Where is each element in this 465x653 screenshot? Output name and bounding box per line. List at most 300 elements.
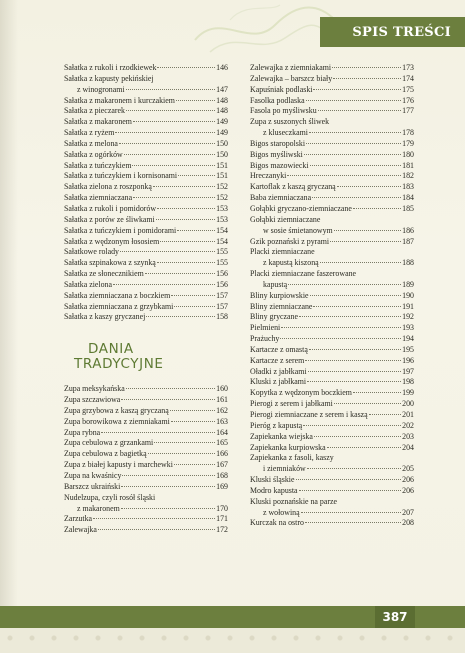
dot-leader: [288, 284, 401, 285]
toc-entry[interactable]: [64, 291, 228, 302]
toc-entry[interactable]: [250, 291, 414, 302]
toc-entry[interactable]: [250, 85, 414, 96]
toc-entry[interactable]: [250, 377, 414, 388]
toc-entry-title: i ziemniaków: [263, 464, 306, 474]
toc-entry-title: Hreczanyki: [250, 171, 287, 181]
toc-entry[interactable]: [250, 388, 414, 399]
toc-entry[interactable]: [250, 150, 414, 161]
dot-leader: [120, 251, 215, 252]
toc-entry-title: w sosie śmietanowym: [263, 225, 333, 235]
toc-entry-title: Zarzutka: [64, 514, 93, 524]
toc-entry-title: Sałatka z kaszy gryczanej: [64, 312, 146, 322]
toc-entry-page: 173: [402, 63, 414, 72]
dot-leader: [157, 208, 215, 209]
dot-leader: [156, 219, 215, 220]
toc-entry[interactable]: [250, 237, 414, 248]
toc-entry-page: 147: [216, 84, 228, 94]
toc-entry-page: 171: [216, 514, 228, 524]
toc-entry[interactable]: [250, 443, 414, 454]
toc-entry-page: 169: [216, 481, 228, 491]
toc-entry[interactable]: [64, 438, 228, 449]
toc-entry-page: 163: [216, 416, 228, 426]
dot-leader: [133, 121, 215, 122]
toc-entry-title: Bigos myśliwski: [250, 149, 303, 159]
toc-entry[interactable]: [250, 117, 414, 139]
toc-entry-title: Sałatka z pieczarek: [64, 106, 125, 116]
toc-entry-page: 153: [216, 203, 228, 213]
toc-entry[interactable]: [64, 258, 228, 269]
toc-entry-page: 196: [402, 355, 414, 365]
toc-entry-page: 150: [216, 138, 228, 148]
toc-entry-page: 204: [402, 442, 414, 452]
toc-entry-title: z wołowiną: [263, 507, 300, 517]
dot-leader: [313, 89, 401, 90]
toc-entry[interactable]: [250, 475, 414, 486]
toc-entry-page: 202: [402, 420, 414, 430]
toc-entry-title: z winogronami: [77, 84, 125, 94]
dot-leader: [145, 273, 215, 274]
dot-leader: [305, 360, 401, 361]
toc-entry[interactable]: [64, 514, 228, 525]
toc-entry-page: 180: [402, 149, 414, 159]
dot-leader: [353, 392, 401, 393]
toc-entry[interactable]: [64, 106, 228, 117]
dot-leader: [320, 262, 402, 263]
toc-entry-page: 160: [216, 384, 228, 394]
dot-leader: [124, 154, 215, 155]
dot-leader: [148, 453, 216, 454]
toc-entry-page: 167: [216, 460, 228, 470]
toc-entry[interactable]: [64, 150, 228, 161]
toc-entry-title: Kartacze z omastą: [250, 344, 308, 354]
dot-leader: [178, 175, 215, 176]
toc-entry-page: 155: [216, 247, 228, 257]
dot-leader: [101, 432, 215, 433]
toc-entry-title: Sałatka z tuńczykiem i pomidorami: [64, 225, 177, 235]
toc-entry-title: Placki ziemniaczane: [250, 247, 315, 257]
toc-entry[interactable]: [250, 345, 414, 356]
toc-entry[interactable]: [64, 428, 228, 439]
toc-entry-title: Zupa meksykańska: [64, 384, 125, 394]
dot-leader: [334, 230, 401, 231]
dot-leader: [160, 241, 215, 242]
toc-entry-title: Kluski poznańskie na parze: [250, 496, 337, 506]
toc-entry-title: Kartacze z serem: [250, 355, 305, 365]
toc-entry[interactable]: [64, 204, 228, 215]
toc-entry-page: 199: [402, 388, 414, 398]
toc-entry-page: 205: [402, 464, 414, 474]
toc-entry[interactable]: [64, 460, 228, 471]
toc-entry[interactable]: [64, 280, 228, 291]
toc-entry[interactable]: [64, 96, 228, 107]
toc-entry-page: 193: [402, 323, 414, 333]
toc-entry[interactable]: [250, 367, 414, 378]
page-gutter-shadow: [0, 0, 18, 606]
dot-leader: [369, 414, 402, 415]
toc-entry-page: 182: [402, 171, 414, 181]
page-number-box: [375, 606, 415, 628]
toc-entry-page: 157: [216, 301, 228, 311]
toc-entry[interactable]: [250, 74, 414, 85]
dot-leader: [171, 295, 215, 296]
dot-leader: [303, 425, 401, 426]
toc-right-column: [250, 63, 414, 529]
toc-entry-title: Sałatka szpinakowa z szynką: [64, 258, 156, 268]
toc-entry-page: 179: [402, 138, 414, 148]
toc-entry-title: Zupa szczawiowa: [64, 395, 121, 405]
dot-leader: [132, 165, 215, 166]
dot-leader: [280, 338, 401, 339]
toc-entry-title: Modro kapusta: [250, 485, 298, 495]
toc-entry-title: Zapiekanka kurpiowska: [250, 442, 326, 452]
toc-entry-page: 154: [216, 225, 228, 235]
toc-entry-title: Kapuśniak podlaski: [250, 84, 313, 94]
toc-entry-page: 178: [402, 128, 414, 138]
toc-entry-title: Pielmieni: [250, 323, 281, 333]
dot-leader: [337, 186, 402, 187]
toc-entry-title: Sałatka z ryżem: [64, 128, 115, 138]
dot-leader: [306, 100, 402, 101]
toc-entry-title: Zapiekanka z fasoli, kaszy: [250, 453, 334, 463]
toc-entry-title: Oładki z jabłkami: [250, 366, 307, 376]
dot-leader: [313, 306, 401, 307]
toc-entry[interactable]: [250, 334, 414, 345]
toc-entry[interactable]: [250, 486, 414, 497]
toc-entry[interactable]: [64, 237, 228, 248]
dot-leader: [157, 67, 215, 68]
toc-entry-page: 181: [402, 160, 414, 170]
toc-entry-page: 156: [216, 279, 228, 289]
toc-entry-title: Nudelzupa, czyli rosół śląski: [64, 492, 156, 502]
toc-entry-page: 184: [402, 193, 414, 203]
toc-entry-title: Gołąbki gryczano-ziemniaczane: [250, 203, 352, 213]
toc-entry[interactable]: [64, 128, 228, 139]
toc-entry-page: 185: [402, 203, 414, 213]
toc-entry-page: 165: [216, 438, 228, 448]
dot-leader: [113, 284, 215, 285]
toc-entry[interactable]: [64, 312, 228, 323]
dot-leader: [122, 475, 215, 476]
toc-entry[interactable]: [64, 482, 228, 493]
toc-entry-page: 168: [216, 471, 228, 480]
dot-leader: [296, 479, 402, 480]
toc-entry-title: Sałatka z tuńczykiem: [64, 160, 132, 170]
toc-entry[interactable]: [64, 406, 228, 417]
toc-entry-title: Zupa rybna: [64, 427, 101, 437]
toc-entry-title: Pierogi ziemniaczane z serem i kaszą: [250, 410, 368, 419]
toc-entry[interactable]: [64, 302, 228, 313]
toc-entry-title: Bliny kurpiowskie: [250, 290, 309, 300]
toc-entry[interactable]: [64, 226, 228, 237]
toc-entry-page: 194: [402, 334, 414, 344]
toc-entry-title: Sałatka z kapusty pekińskiej: [64, 73, 154, 83]
toc-entry-title: Kurczak na ostro: [250, 518, 304, 528]
dot-leader: [334, 403, 401, 404]
dot-leader: [299, 490, 402, 491]
toc-entry[interactable]: [250, 497, 414, 519]
toc-entry-page: 187: [402, 236, 414, 246]
toc-entry[interactable]: [250, 421, 414, 432]
toc-entry-title: Zupa na kwaśnicy: [64, 471, 122, 480]
toc-entry-title: Zapiekanka wiejska: [250, 431, 313, 441]
dot-leader: [126, 110, 215, 111]
header-title: SPIS TREŚCI: [352, 24, 451, 40]
dot-leader: [314, 436, 401, 437]
toc-entry-page: 177: [402, 106, 414, 116]
toc-entry[interactable]: [250, 302, 414, 313]
toc-entry-title: Barszcz ukraiński: [64, 481, 121, 491]
dot-leader: [353, 208, 401, 209]
toc-entry[interactable]: [250, 518, 414, 529]
toc-entry-page: 172: [216, 525, 228, 535]
toc-entry-title: Sałatka z makaronem i kurczakiem: [64, 95, 175, 105]
toc-entry-page: 149: [216, 117, 228, 127]
toc-entry[interactable]: [250, 106, 414, 117]
toc-entry-title: Gołąbki ziemniaczane: [250, 214, 321, 224]
toc-entry-title: Sałatka z porów ze śliwkami: [64, 214, 155, 224]
toc-entry[interactable]: [64, 525, 228, 536]
toc-entry-title: Zupa cebulowa z grzankami: [64, 438, 154, 448]
toc-entry-page: 200: [402, 399, 414, 409]
toc-entry-page: 148: [216, 95, 228, 105]
dot-leader: [309, 349, 401, 350]
toc-entry-title: Sałatka z rukoli i rzodkiewek: [64, 63, 157, 72]
toc-entry[interactable]: [250, 312, 414, 323]
toc-entry[interactable]: [250, 215, 414, 237]
dot-leader: [126, 89, 216, 90]
dot-leader: [115, 132, 215, 133]
toc-entry-title: Sałatka ziemniaczana z boczkiem: [64, 290, 171, 300]
toc-entry-title: Sałatka z rukoli i pomidorów: [64, 203, 157, 213]
toc-entry-page: 183: [402, 182, 414, 192]
toc-entry[interactable]: [250, 247, 414, 269]
toc-entry-page: 149: [216, 128, 228, 138]
dot-leader: [306, 143, 401, 144]
toc-entry-title: Bigos staropolski: [250, 138, 306, 148]
section-title-line: TRADYCYJNE: [74, 356, 164, 373]
dot-leader: [333, 78, 401, 79]
toc-entry-title: Bliny gryczane: [250, 312, 298, 322]
toc-entry[interactable]: [64, 471, 228, 482]
section-title-line: DANIA: [88, 341, 134, 358]
toc-entry-page: 203: [402, 431, 414, 441]
toc-entry-page: 176: [402, 95, 414, 105]
toc-entry[interactable]: [64, 161, 228, 172]
dot-leader: [332, 67, 401, 68]
dot-leader: [307, 468, 401, 469]
toc-entry-page: 198: [402, 377, 414, 387]
toc-entry-page: 156: [216, 269, 228, 279]
dot-leader: [299, 316, 401, 317]
toc-entry-page: 150: [216, 149, 228, 159]
dot-leader: [177, 230, 215, 231]
toc-entry-page: 188: [402, 258, 414, 268]
toc-entry-title: Zalewajka z ziemniakami: [250, 63, 332, 72]
toc-entry[interactable]: [250, 96, 414, 107]
toc-entry-title: Kartoflak z kaszą gryczaną: [250, 182, 336, 192]
dot-leader: [121, 486, 215, 487]
toc-entry[interactable]: [64, 215, 228, 226]
dot-leader: [98, 529, 215, 530]
dot-leader: [309, 132, 401, 133]
dot-leader: [121, 399, 215, 400]
toc-entry[interactable]: [250, 453, 414, 475]
toc-entry[interactable]: [250, 323, 414, 334]
toc-entry[interactable]: [250, 269, 414, 291]
toc-entry[interactable]: [64, 139, 228, 150]
toc-entry-title: Sałatka z melona: [64, 138, 118, 148]
toc-entry-title: Sałatka z ogórków: [64, 149, 123, 159]
dot-leader: [133, 197, 215, 198]
toc-entry-page: 166: [216, 449, 228, 459]
toc-entry[interactable]: [250, 63, 414, 74]
dot-leader: [310, 165, 402, 166]
toc-entry-page: 197: [402, 366, 414, 376]
dot-leader: [119, 143, 215, 144]
toc-entry-page: 186: [402, 225, 414, 235]
dot-leader: [121, 508, 215, 509]
toc-entry[interactable]: [250, 356, 414, 367]
toc-entry-title: Kluski z jabłkami: [250, 377, 307, 387]
toc-entry-page: 152: [216, 193, 228, 203]
toc-entry-title: Gzik poznański z pyrami: [250, 236, 330, 246]
toc-entry-page: 146: [216, 63, 228, 72]
toc-entry-page: 208: [402, 518, 414, 528]
dot-leader: [176, 100, 215, 101]
toc-entry[interactable]: [64, 63, 228, 74]
toc-entry[interactable]: [64, 269, 228, 280]
toc-entry[interactable]: [250, 204, 414, 215]
toc-entry-page: 206: [402, 485, 414, 495]
dot-leader: [318, 110, 402, 111]
toc-entry-title: Pieróg z kapustą: [250, 420, 303, 430]
toc-entry-title: Sałatkowe rolady: [64, 247, 119, 257]
toc-entry-title: Zalewajka: [64, 525, 97, 535]
dot-leader: [301, 512, 402, 513]
toc-entry-page: 174: [402, 73, 414, 83]
toc-entry-page: 157: [216, 290, 228, 300]
toc-entry[interactable]: [250, 161, 414, 172]
toc-entry-title: Sałatka z makaronem: [64, 117, 132, 127]
toc-entry[interactable]: [64, 395, 228, 406]
footer-pattern: [0, 628, 465, 653]
toc-entry-title: Prażuchy: [250, 334, 280, 344]
toc-entry-title: Bliny ziemniaczane: [250, 301, 313, 311]
dot-leader: [93, 518, 215, 519]
dot-leader: [174, 306, 215, 307]
dot-leader: [153, 186, 215, 187]
toc-entry[interactable]: [64, 417, 228, 428]
toc-entry-title: Sałatka ziemniaczana z grzybkami: [64, 301, 174, 311]
toc-entry-page: 191: [402, 301, 414, 311]
toc-entry[interactable]: [64, 493, 228, 515]
toc-entry-title: z kluseczkami: [263, 128, 308, 138]
dot-leader: [281, 327, 401, 328]
toc-entry[interactable]: [250, 399, 414, 410]
toc-entry[interactable]: [250, 182, 414, 193]
toc-entry-title: Kluski śląskie: [250, 475, 295, 485]
toc-entry[interactable]: [64, 74, 228, 96]
section-title: [64, 342, 228, 372]
toc-entry-title: Baba ziemniaczana: [250, 193, 312, 203]
toc-entry-title: Fasola po myśliwsku: [250, 106, 317, 116]
toc-entry-title: Fasolka podlaska: [250, 95, 305, 105]
toc-entry-page: 151: [216, 171, 228, 181]
dot-leader: [307, 381, 401, 382]
toc-entry[interactable]: [250, 410, 414, 421]
toc-entry-title: Zupa grzybowa z kaszą gryczaną: [64, 405, 169, 415]
toc-entry-title: Pierogi z serem i jabłkami: [250, 399, 333, 409]
toc-entry-page: 175: [402, 84, 414, 94]
toc-entry[interactable]: [64, 193, 228, 204]
dot-leader: [312, 197, 401, 198]
toc-entry-page: 192: [402, 312, 414, 322]
toc-entry[interactable]: [64, 384, 228, 395]
toc-entry-title: Zupa cebulowa z bagietką: [64, 449, 147, 459]
toc-entry-page: 164: [216, 427, 228, 437]
toc-entry-page: 162: [216, 405, 228, 415]
toc-entry-page: 161: [216, 395, 228, 405]
toc-entry-page: 170: [216, 503, 228, 513]
toc-entry[interactable]: [64, 171, 228, 182]
toc-entry-page: 153: [216, 214, 228, 224]
toc-entry-page: 189: [402, 279, 414, 289]
toc-entry-page: 207: [402, 507, 414, 517]
toc-entry-page: 148: [216, 106, 228, 116]
dot-leader: [287, 175, 401, 176]
toc-entry-title: Bigos mazowiecki: [250, 160, 309, 170]
toc-entry-page: 158: [216, 312, 228, 322]
toc-entry[interactable]: [250, 171, 414, 182]
toc-entry[interactable]: [250, 432, 414, 443]
toc-entry-title: Sałatka ziemniaczana: [64, 193, 133, 203]
toc-entry-page: 195: [402, 344, 414, 354]
toc-left-column: [64, 63, 228, 536]
toc-entry-title: Sałatka z wędzonym łososiem: [64, 236, 160, 246]
toc-entry[interactable]: [250, 139, 414, 150]
toc-entry-title: kapustą: [263, 279, 288, 289]
toc-entry-title: z kapustą kiszoną: [263, 258, 319, 268]
toc-entry-title: Kopytka z wędzonym boczkiem: [250, 388, 352, 398]
toc-entry-page: 206: [402, 475, 414, 485]
dot-leader: [170, 410, 215, 411]
dot-leader: [310, 295, 402, 296]
dot-leader: [154, 442, 215, 443]
toc-entry[interactable]: [250, 193, 414, 204]
dot-leader: [157, 262, 215, 263]
decorative-swirl-ornament: [190, 0, 340, 58]
toc-entry-title: Zalewajka – barszcz biały: [250, 73, 333, 83]
toc-entry-title: Zupa z suszonych śliwek: [250, 117, 330, 127]
dot-leader: [308, 371, 402, 372]
toc-entry[interactable]: [64, 247, 228, 258]
page-number: 387: [382, 610, 408, 624]
toc-entry-title: Placki ziemniaczane faszerowane: [250, 269, 357, 279]
dot-leader: [330, 241, 401, 242]
toc-entry-page: 155: [216, 258, 228, 268]
toc-entry-page: 190: [402, 290, 414, 300]
dot-leader: [174, 464, 215, 465]
dot-leader: [126, 388, 215, 389]
toc-entry-title: z makaronem: [77, 503, 120, 513]
dot-leader: [146, 316, 215, 317]
toc-entry[interactable]: [64, 117, 228, 128]
toc-entry-title: Zupa borowikowa z ziemniakami: [64, 416, 170, 426]
dot-leader: [171, 421, 215, 422]
toc-entry[interactable]: [64, 182, 228, 193]
toc-entry[interactable]: [64, 449, 228, 460]
toc-entry-page: 154: [216, 236, 228, 246]
